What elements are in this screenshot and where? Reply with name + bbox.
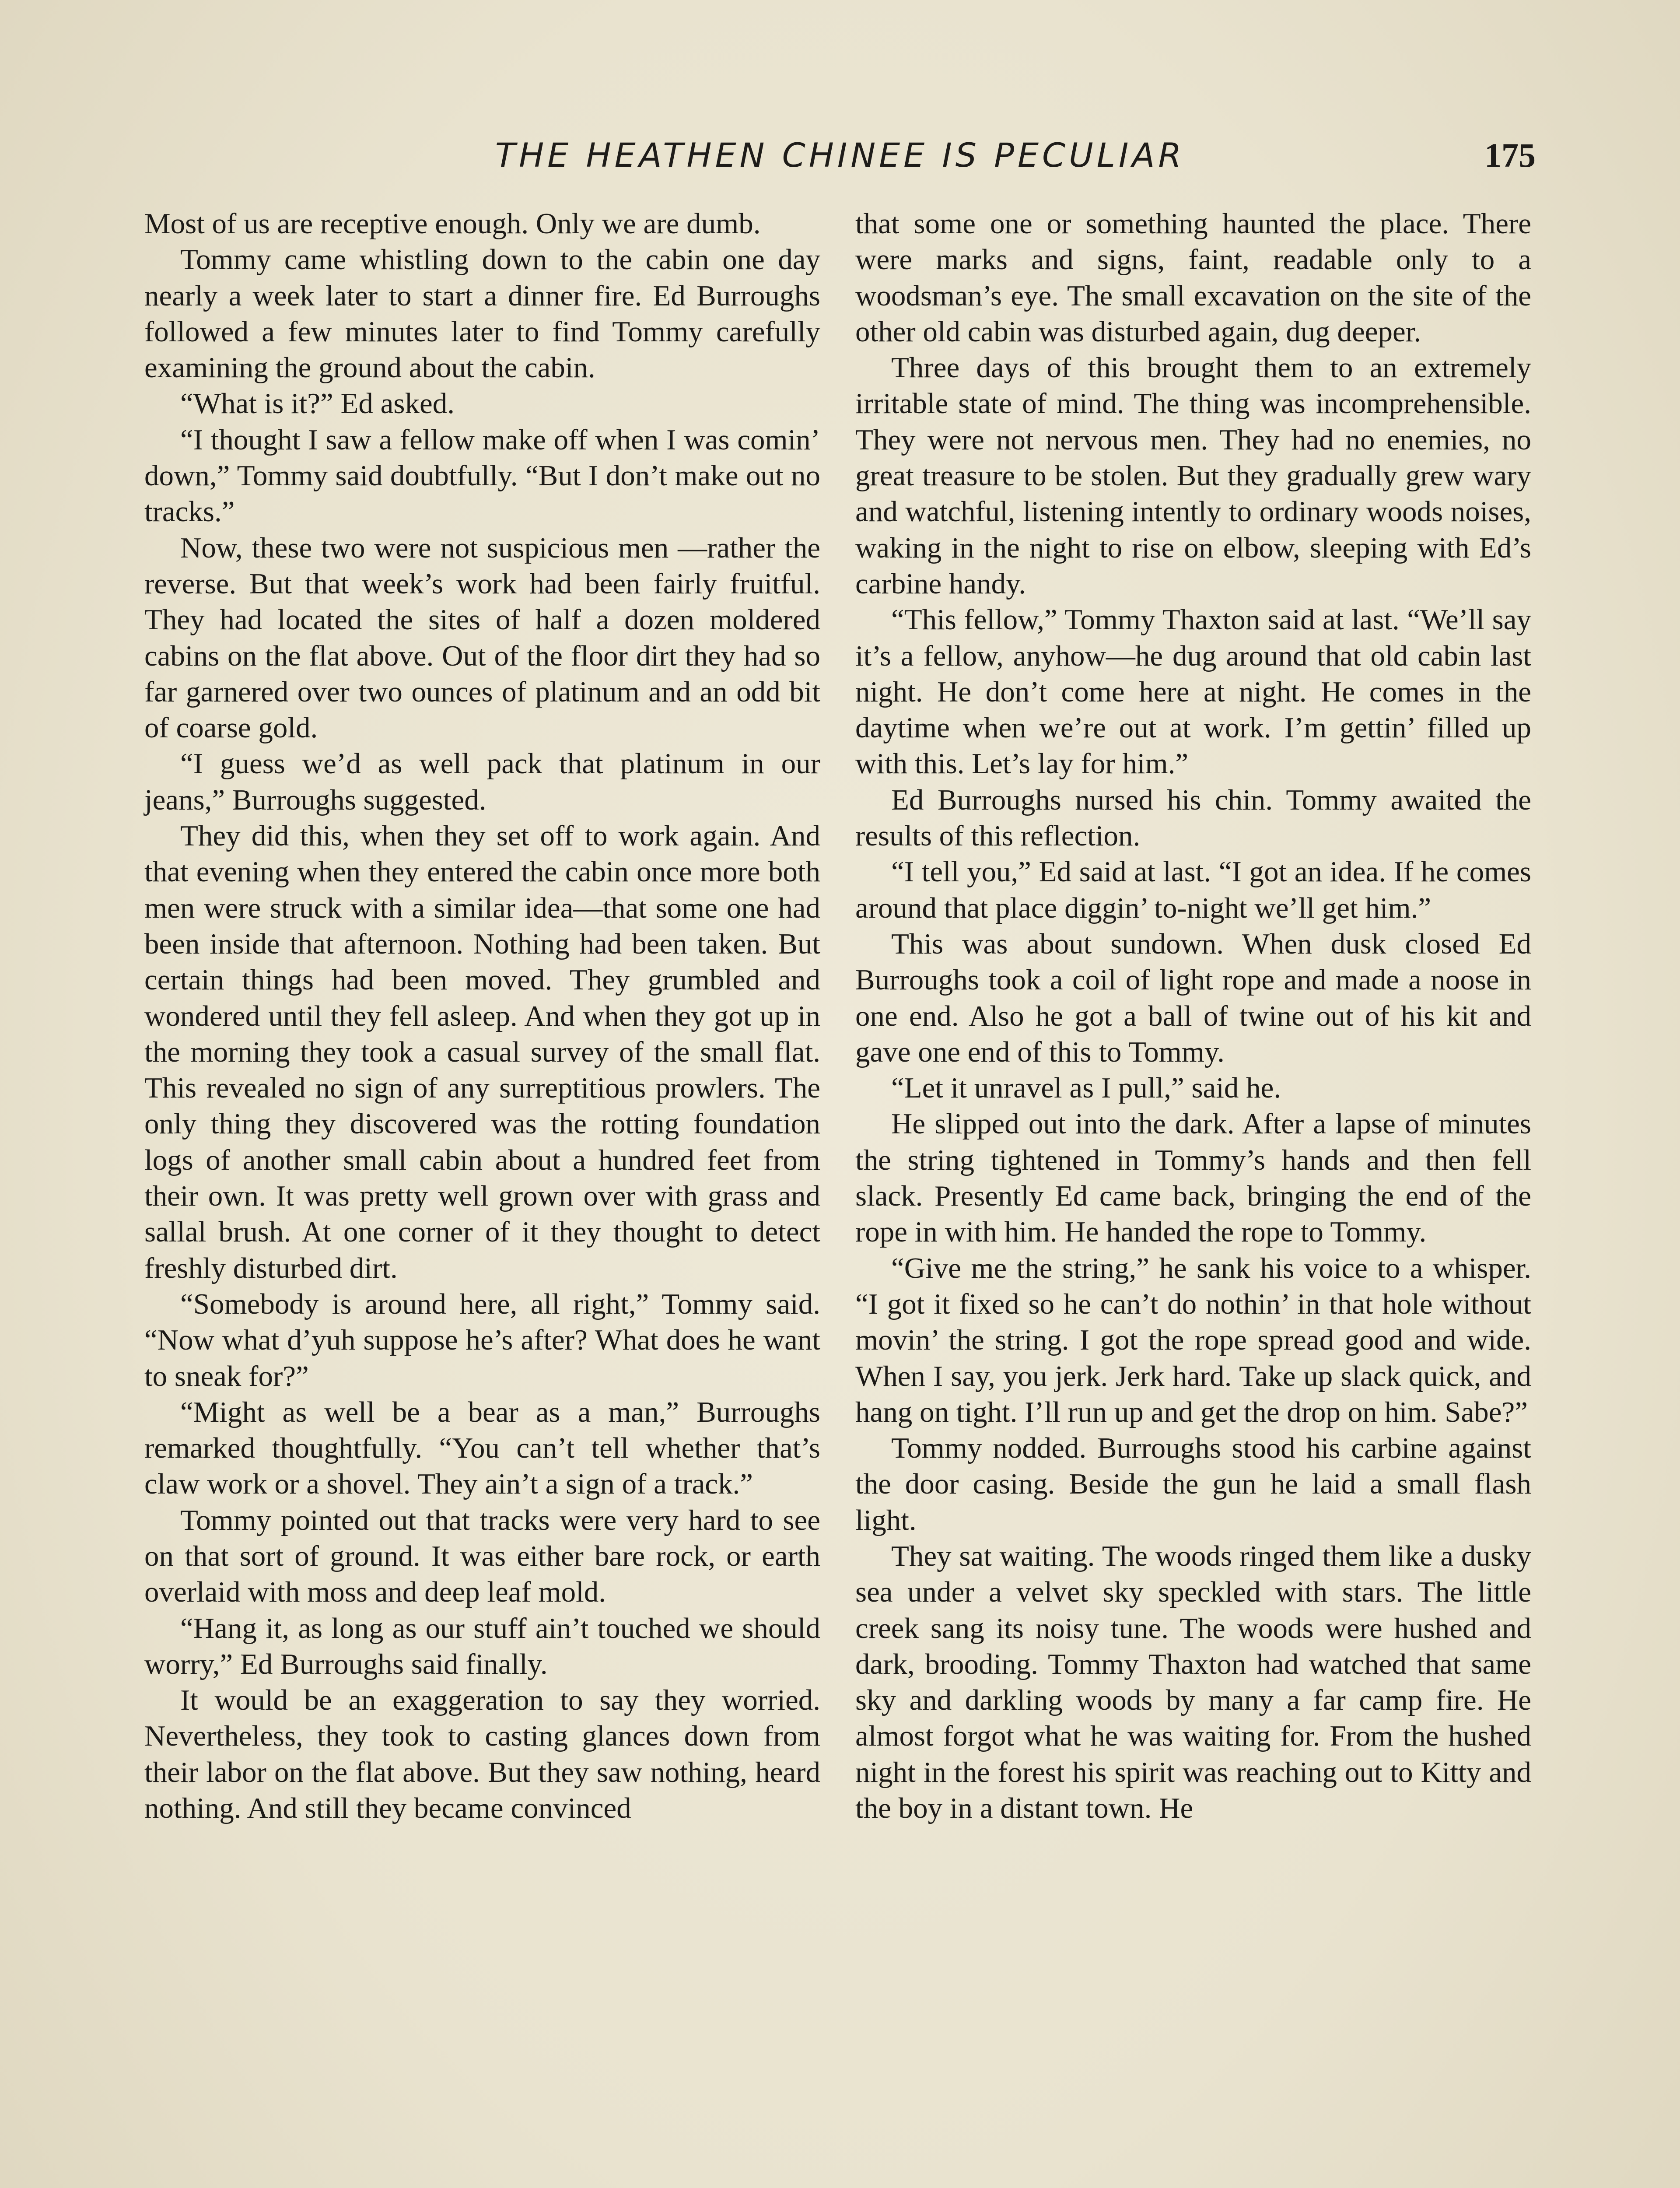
paragraph: “I guess we’d as well pack that platinum in our jeans,” Burroughs suggested. bbox=[144, 747, 820, 816]
paragraph: Tommy nodded. Burroughs stood his carbine against the door casing. Beside the gun he laid a small flash light. bbox=[855, 1432, 1531, 1536]
paragraph: This was about sundown. When dusk closed Ed Burroughs took a coil of light rope and made a noose in one end. Also he got a ball of twine out of his kit and gave one end of this to Tommy. bbox=[855, 927, 1531, 1068]
paragraph: “What is it?” Ed asked. bbox=[180, 387, 455, 420]
paragraph: Most of us are receptive enough. Only we are dumb. bbox=[144, 207, 761, 240]
paragraph: Tommy came whistling down to the cabin one day nearly a week later to start a dinner fire. Ed Burroughs followed a few minutes later to find Tommy carefully examining the ground about the cabin. bbox=[144, 243, 820, 384]
paragraph: “I thought I saw a fellow make off when I was comin’ down,” Tommy said doubtfully. “But I don’t make out no tracks.” bbox=[144, 423, 820, 528]
paragraph: Tommy pointed out that tracks were very hard to see on that sort of ground. It was either bare rock, or earth overlaid with moss and deep leaf mold. bbox=[144, 1504, 820, 1609]
page-number: 175 bbox=[1484, 136, 1536, 174]
page-header bbox=[144, 131, 1536, 179]
paragraph: “Might as well be a bear as a man,” Burroughs remarked thoughtfully. “You can’t tell whether that’s claw work or a shovel. They ain’t a sign of a track.” bbox=[144, 1396, 820, 1501]
paragraph: “Hang it, as long as our stuff ain’t touched we should worry,” Ed Burroughs said finally. bbox=[144, 1612, 820, 1680]
paragraph: Now, these two were not suspicious men —rather the reverse. But that week’s work had been fairly fruitful. They had located the sites of half a dozen moldered cabins on the flat above. Out of the floor dirt they had so far garnered over two ounces of platinum and an odd bit of coarse gold. bbox=[144, 531, 820, 744]
right-text-column bbox=[855, 206, 1531, 1826]
paragraph: Three days of this brought them to an extremely irritable state of mind. The thing was incomprehensible. They were not nervous men. They had no enemies, no great treasure to be stolen. But they gradually grew wary and watchful, listening intently to ordinary woods noises, waking in the night to rise on elbow, sleeping with Ed’s carbine handy. bbox=[855, 351, 1531, 600]
paragraph: “Somebody is around here, all right,” Tommy said. “Now what d’yuh suppose he’s after? What does he want to sneak for?” bbox=[144, 1287, 820, 1392]
left-text-column bbox=[144, 206, 820, 1826]
running-title: THE HEATHEN CHINEE IS PECULIAR bbox=[495, 136, 1185, 175]
paragraph: that some one or something haunted the place. There were marks and signs, faint, readable only to a woodsman’s eye. The small excavation on the site of the other old cabin was disturbed again, dug deeper. bbox=[855, 207, 1531, 348]
paragraph: They did this, when they set off to work again. And that evening when they entered the cabin once more both men were struck with a similar idea—that some one had been inside that afternoon. Nothing had been taken. But certain things had been moved. They grumbled and wondered until they fell asleep. And when they got up in the morning they took a casual survey of the small flat. This revealed no sign of any surreptitious prowlers. The only thing they discovered was the rotting foundation logs of another small cabin about a hundred feet from their own. It was pretty well grown over with grass and sallal brush. At one corner of it they thought to detect freshly disturbed dirt. bbox=[144, 820, 820, 1284]
paragraph: They sat waiting. The woods ringed them like a dusky sea under a velvet sky speckled with stars. The little creek sang its noisy tune. The woods were hushed and dark, brooding. Tommy Thaxton had watched that same sky and darkling woods by many a far camp fire. He almost forgot what he was waiting for. From the hushed night in the forest his spirit was reaching out to Kitty and the boy in a distant town. He bbox=[855, 1539, 1531, 1825]
paragraph: It would be an exaggeration to say they worried. Nevertheless, they took to casting glances down from their labor on the flat above. But they saw nothing, heard nothing. And still they became convinced bbox=[144, 1684, 820, 1825]
paragraph: “Give me the string,” he sank his voice to a whisper. “I got it fixed so he can’t do nothin’ in that hole without movin’ the string. I got the rope spread good and wide. When I say, you jerk. Jerk hard. Take up slack quick, and hang on tight. I’ll run up and get the drop on him. Sabe?” bbox=[855, 1252, 1531, 1428]
paragraph: He slipped out into the dark. After a lapse of minutes the string tightened in Tommy’s hands and then fell slack. Presently Ed came back, bringing the end of the rope in with him. He handed the rope to Tommy. bbox=[855, 1108, 1531, 1248]
paragraph: “Let it unravel as I pull,” said he. bbox=[891, 1072, 1281, 1105]
paragraph: “I tell you,” Ed said at last. “I got an idea. If he comes around that place diggin’ to-night we’ll get him.” bbox=[855, 856, 1531, 924]
paragraph: “This fellow,” Tommy Thaxton said at last. “We’ll say it’s a fellow, anyhow—he dug around that old cabin last night. He don’t come here at night. He comes in the daytime when we’re out at work. I’m gettin’ filled up with this. Let’s lay for him.” bbox=[855, 603, 1531, 780]
paragraph: Ed Burroughs nursed his chin. Tommy awaited the results of this reflection. bbox=[855, 783, 1531, 852]
